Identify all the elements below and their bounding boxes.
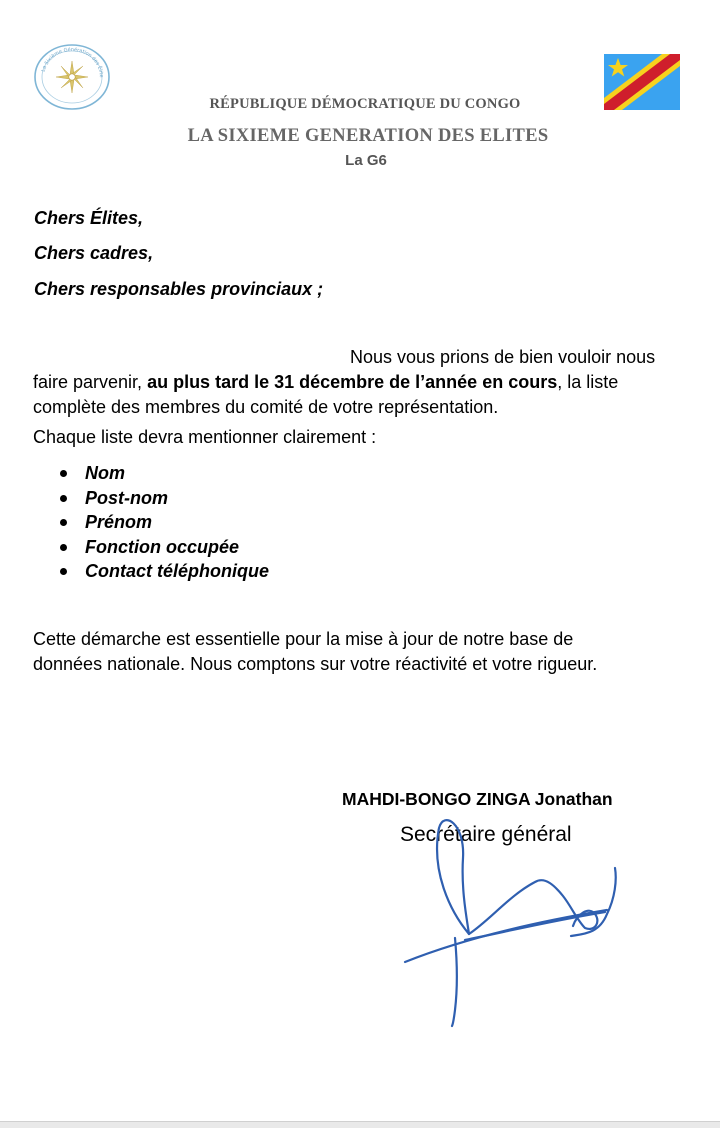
paragraph-line: Cette démarche est essentielle pour la mise à jour de notre base de xyxy=(33,629,574,649)
country-heading: RÉPUBLIQUE DÉMOCRATIQUE DU CONGO xyxy=(209,96,521,112)
required-fields-list xyxy=(58,461,269,584)
paragraph-line: complète des membres du comité de votre représentation. xyxy=(33,397,499,417)
paragraph-text: , la liste xyxy=(557,372,619,392)
greeting-line: Chers Élites, xyxy=(34,208,144,228)
request-paragraph xyxy=(33,345,693,420)
paragraph-line: données nationale. Nous comptons sur votre réactivité et votre rigueur. xyxy=(33,654,598,674)
greeting-line: Chers cadres, xyxy=(34,243,154,263)
organization-title: LA SIXIEME GENERATION DES ELITES xyxy=(187,126,549,146)
list-item: Prénom xyxy=(58,510,269,535)
organization-short-name: La G6 xyxy=(345,152,387,169)
closing-paragraph xyxy=(33,627,693,677)
signer-name: MAHDI-BONGO ZINGA Jonathan xyxy=(342,789,613,809)
paragraph-text: faire parvenir, xyxy=(33,372,148,392)
paragraph-line xyxy=(33,370,693,395)
list-item: Post-nom xyxy=(58,486,269,511)
list-intro: Chaque liste devra mentionner clairement : xyxy=(33,427,377,447)
signer-title: Secrétaire général xyxy=(400,823,572,846)
list-item: Contact téléphonique xyxy=(58,559,269,584)
handwritten-signature xyxy=(395,810,635,1035)
greeting-line: Chers responsables provinciaux ; xyxy=(34,279,324,299)
list-item: Nom xyxy=(58,461,269,486)
list-item: Fonction occupée xyxy=(58,535,269,560)
paragraph-line: Nous vous prions de bien vouloir nous xyxy=(350,347,656,367)
deadline-text: au plus tard le 31 décembre de l’année en cours xyxy=(147,372,558,392)
svg-text:La Sixième Génération des Élit: La Sixième Génération des Élite xyxy=(40,46,105,78)
